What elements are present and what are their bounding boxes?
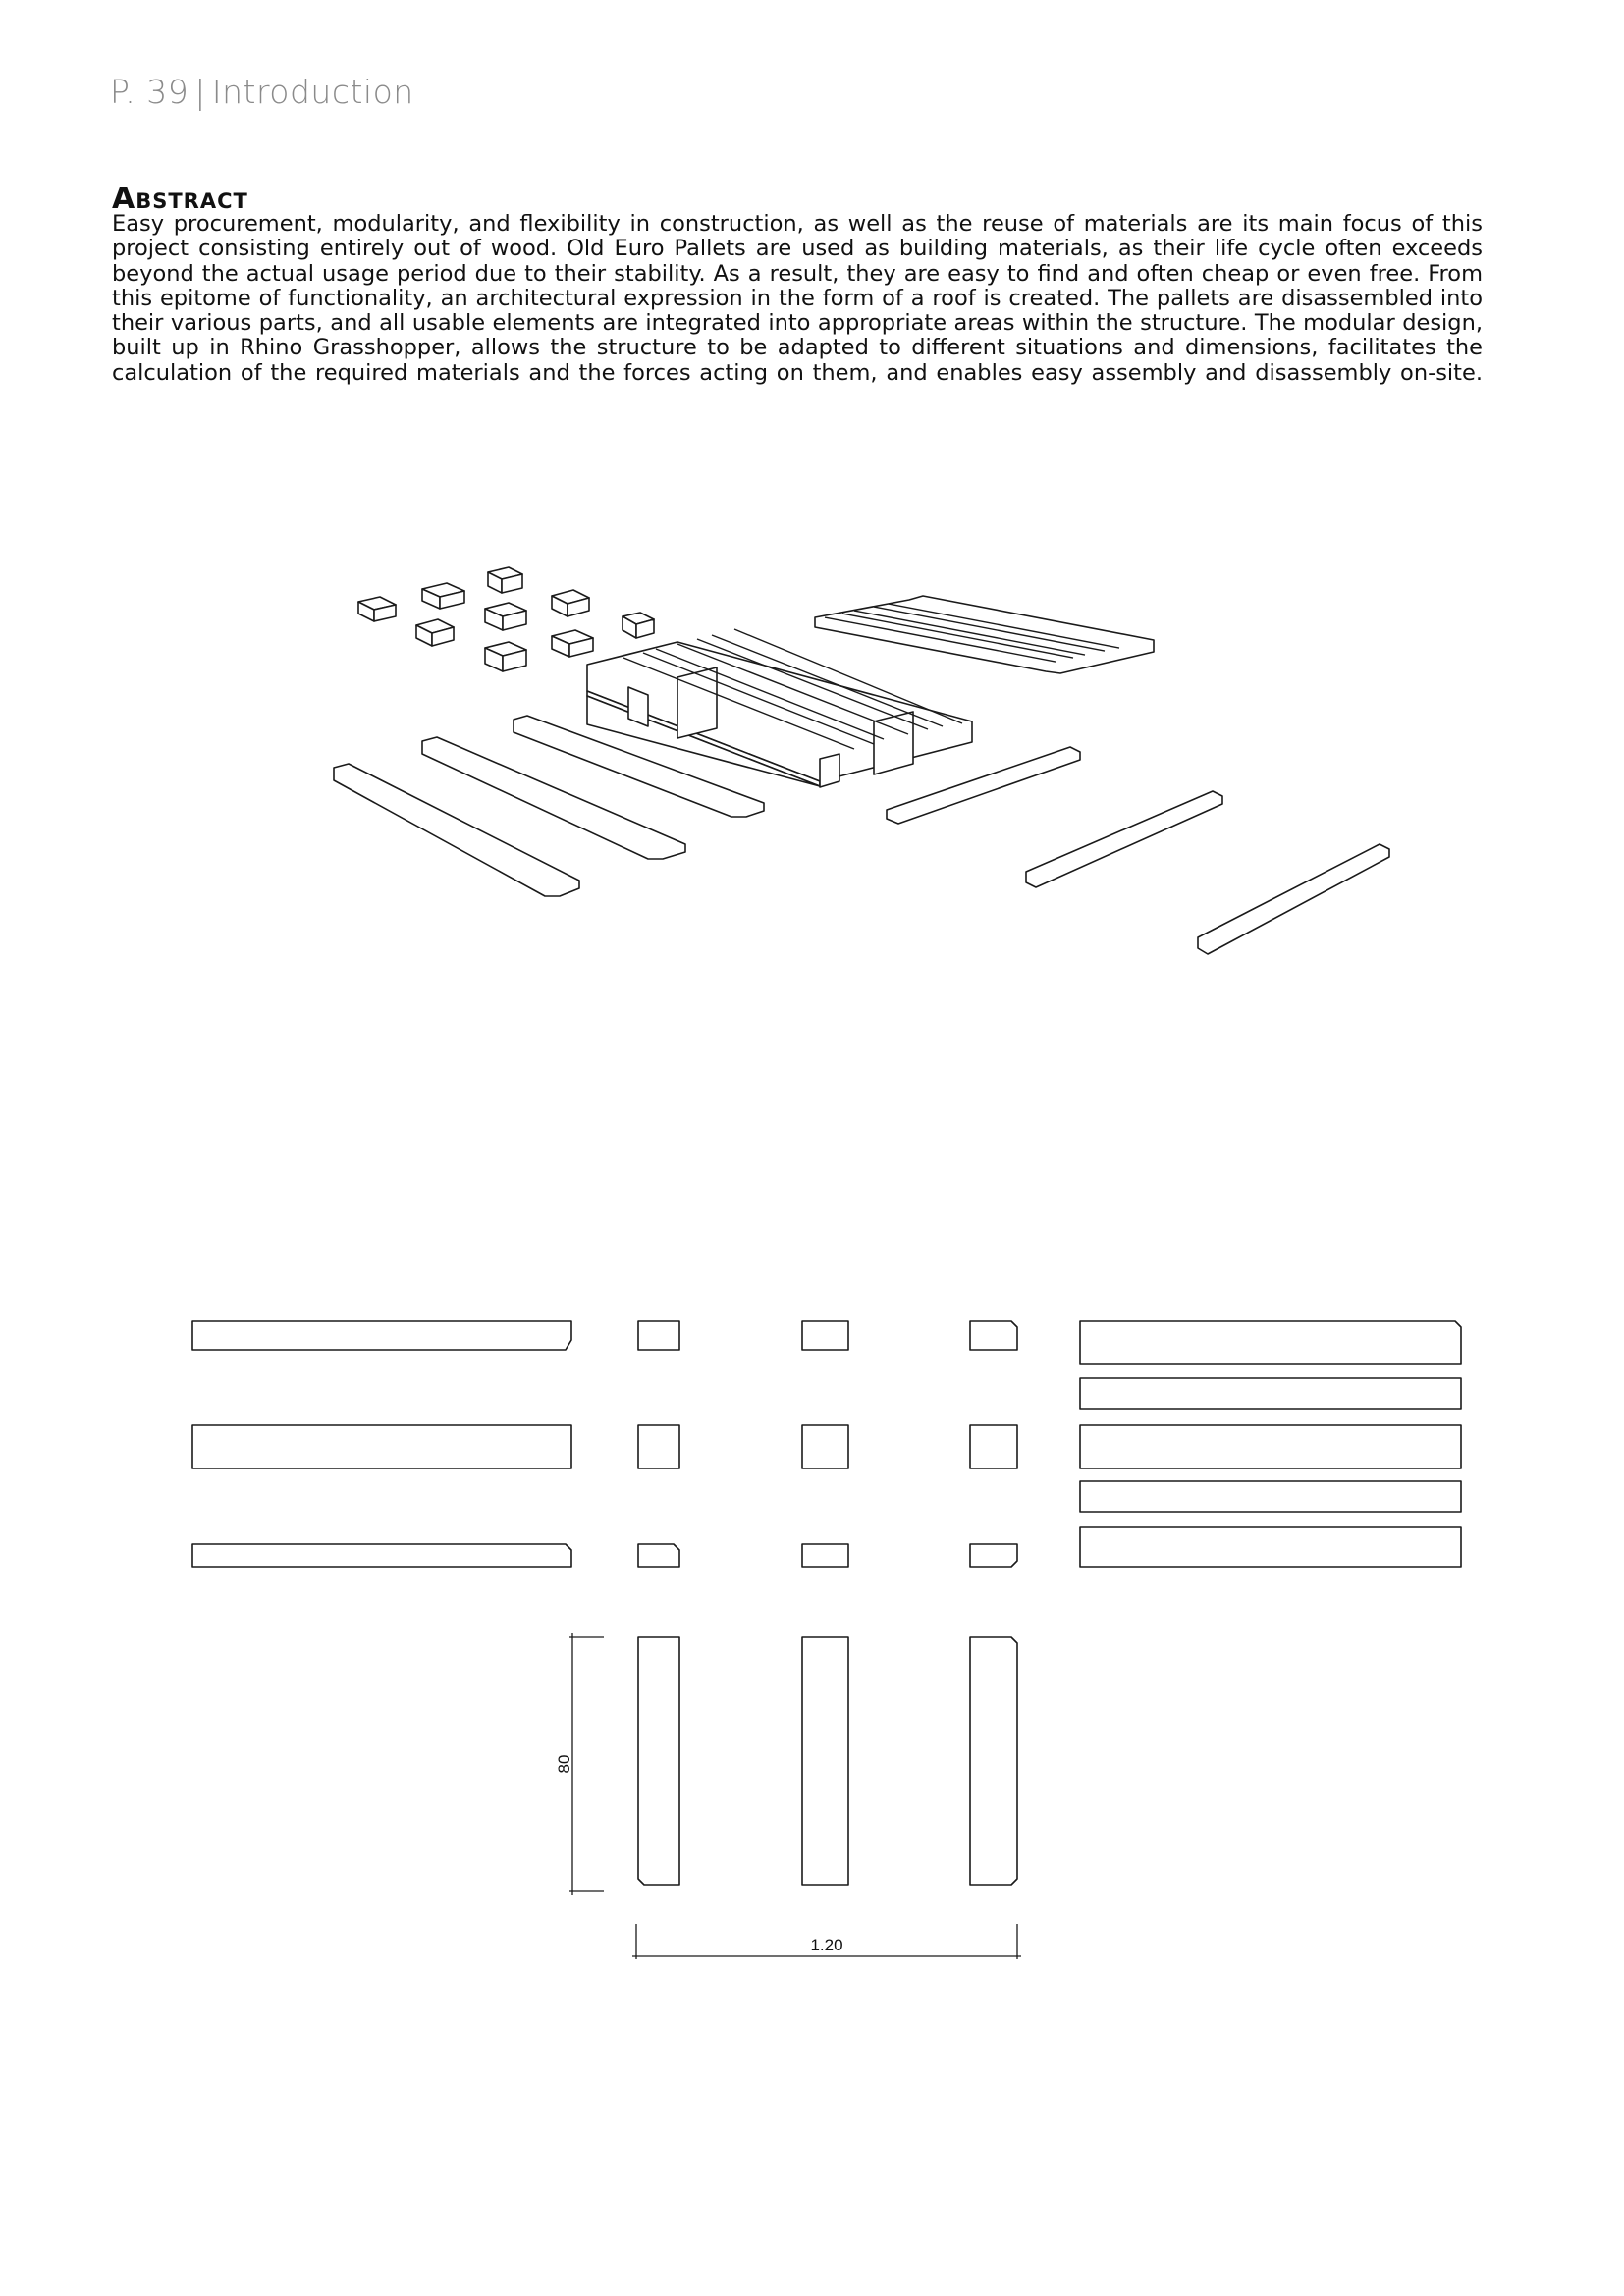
dimension-width	[632, 1924, 1021, 1959]
dimension-height-label: 80	[555, 1754, 573, 1774]
small-blocks	[638, 1321, 1017, 1567]
dimension-height	[555, 1633, 604, 1895]
abstract-body: Easy procurement, modularity, and flexibility in construction, as well as the reuse of materials are its main focus of this project consisting entirely out of wood. Old Euro Pallets are used as building materials, as their life cycle often exceeds beyond the actual usage period due to their stability. As a result, they are easy to find and often cheap or even free. From this epitome of functionality, an architectural expression in the form of a roof is created. The pallets are disassembled into their various parts, and all usable elements are integrated into appropriate areas within the structure. The modular design, built up in Rhino Grasshopper, allows the structure to be adapted to different situations and dimensions, facilitates the calculation of the required materials and the forces acting on them, and enables easy assembly and disassembly on-site.	[112, 211, 1483, 386]
vertical-stringers	[638, 1637, 1017, 1885]
right-boards	[1080, 1321, 1461, 1567]
section-name: Introduction	[211, 73, 414, 111]
page-number: P. 39	[110, 73, 189, 111]
header-separator: |	[194, 73, 206, 111]
abstract-heading: Abstract	[112, 182, 248, 216]
long-boards	[192, 1321, 571, 1567]
dimension-width-label: 1.20	[810, 1936, 843, 1954]
